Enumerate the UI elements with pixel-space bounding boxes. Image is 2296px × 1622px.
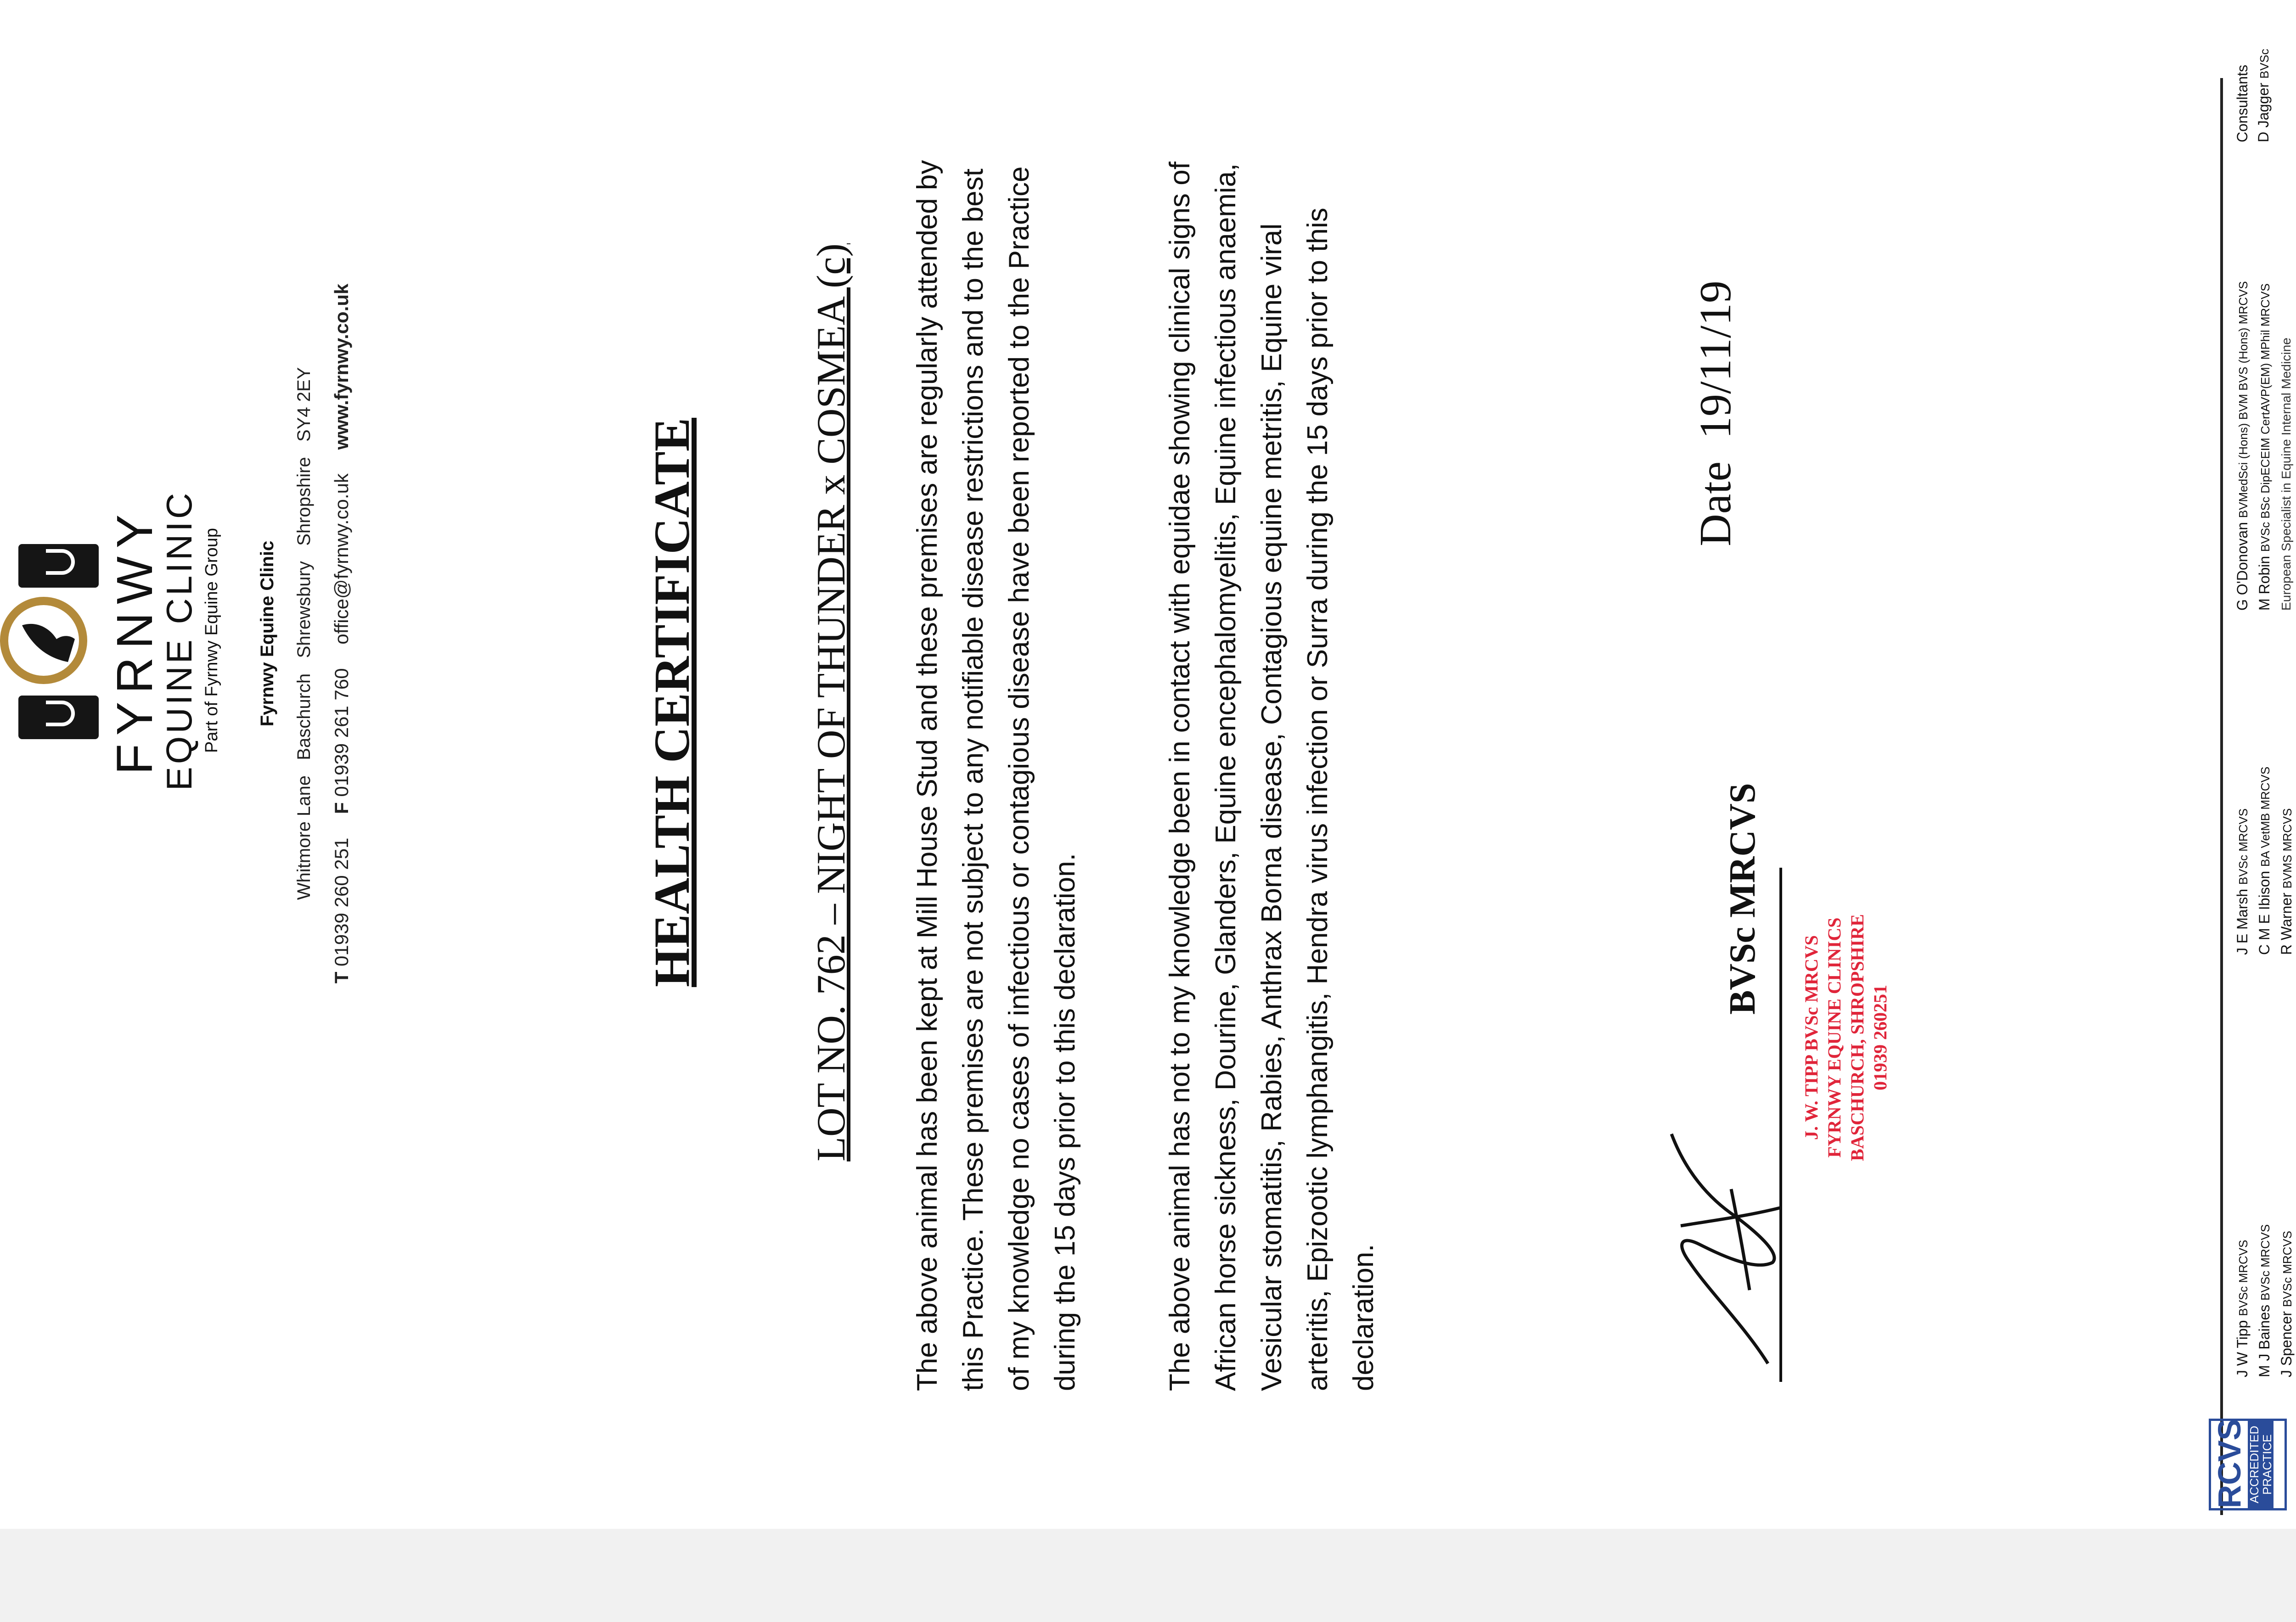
- staff-member: R Warner BVMS MRCVS: [2278, 808, 2295, 955]
- practice-stamp: [1800, 831, 1892, 1244]
- website-link[interactable]: www.fyrnwy.co.uk: [331, 283, 352, 450]
- declaration-paragraph-2: The above animal has not to my knowledge been in contact with equidae showing clinical signs of African horse sickness, Dourine, Glanders, Equine encephalomyelitis, Equine infectious anaemia, Vesicular stomatitis, Rabies, Anthrax Borna disease, Contagious equine metritis, Equine viral arteritis, Epizootic lymphangitis, Hendra virus infection or Surra during the 15 days prior to this declaration.: [1164, 162, 1379, 1391]
- horse-head-icon: [0, 597, 87, 684]
- declaration-paragraph-1: The above animal has been kept at Mill House Stud and these premises are regularly attended by this Practice. These premises are not subject to any notifiable disease restrictions and to the best of my knowledge no cases of infectious or contagious disease have been reported to the Practice during the 15 days prior to this declaration.: [912, 160, 1081, 1391]
- rcvs-subtext: ACCREDITED PRACTICE: [2248, 1421, 2273, 1508]
- rcvs-text: RCVS: [2212, 1419, 2247, 1508]
- staff-member: M Robin BVSc BSc DipECEIM CertAVP(EM) MPhil MRCVS: [2256, 283, 2273, 611]
- lot-number: LOT NO. 762 – NIGHT OF THUNDER x COSMEA (c): [809, 243, 854, 1162]
- tel-label: T: [331, 971, 352, 984]
- fax-label: F: [331, 802, 352, 814]
- staff-member: C M E Ibison BA VetMB MRCVS: [2256, 766, 2273, 955]
- date-line: [1690, 133, 1741, 546]
- staff-member: J E Marsh BVSc MRCVS: [2234, 808, 2251, 955]
- signatory-qualification: BVSc MRCVS: [1722, 783, 1763, 1015]
- stamp-line-4: 01939 260251: [1870, 985, 1891, 1090]
- footer-divider: [2220, 78, 2223, 1515]
- staff-member: J W Tipp BVSc MRCVS: [2234, 1240, 2251, 1377]
- staff-member: D Jagger BVSc: [2255, 49, 2272, 142]
- consultants-title: Consultants: [2234, 65, 2251, 142]
- staff-member: M J Baines BVSc MRCVS: [2256, 1224, 2273, 1377]
- tel-number: 01939 260 251: [331, 837, 352, 966]
- contact-line: [331, 60, 353, 1207]
- fax-number: 01939 261 760: [331, 668, 352, 797]
- specialist-note: European Specialist in Equine Internal Medicine: [2279, 337, 2293, 611]
- staff-member: G O'Donovan BVMedSci (Hons) BVM BVS (Hons) MRCVS: [2234, 281, 2251, 611]
- horseshoe-right-icon: [18, 544, 99, 588]
- horseshoe-left-icon: [18, 696, 99, 739]
- date-value: 19/11/19: [1691, 281, 1740, 439]
- brand-group: Part of Fyrnwy Equine Group: [202, 528, 221, 753]
- signature: [1653, 1015, 1791, 1382]
- clinic-address: Whitmore Lane Baschurch Shrewsbury Shropshire SY4 2EY: [294, 367, 314, 900]
- stamp-line-3: BASCHURCH, SHROPSHIRE: [1847, 914, 1868, 1161]
- stamp-line-2: FYRNWY EQUINE CLINICS: [1824, 917, 1845, 1158]
- certificate-title: HEALTH CERTIFICATE: [644, 417, 700, 988]
- staff-column-1: [2232, 1224, 2296, 1377]
- brand-subtitle: EQUINE CLINIC: [159, 490, 199, 791]
- brand-name: FYRNWY: [107, 506, 163, 775]
- staff-column-3: [2232, 281, 2296, 611]
- signature-line: [1779, 868, 1782, 1382]
- date-label: Date: [1691, 461, 1740, 546]
- rcvs-accredited-logo: [2209, 1419, 2287, 1510]
- consultants-column: [2232, 49, 2275, 142]
- clinic-name: Fyrnwy Equine Clinic: [257, 540, 277, 727]
- stamp-line-1: J. W. TIPP BVSc MRCVS: [1801, 935, 1822, 1140]
- scan-background-strip: [0, 1529, 2296, 1622]
- staff-column-2: [2232, 767, 2296, 955]
- email-link[interactable]: office@fyrnwy.co.uk: [331, 473, 352, 645]
- staff-member: J Spencer BVSc MRCVS: [2278, 1230, 2295, 1377]
